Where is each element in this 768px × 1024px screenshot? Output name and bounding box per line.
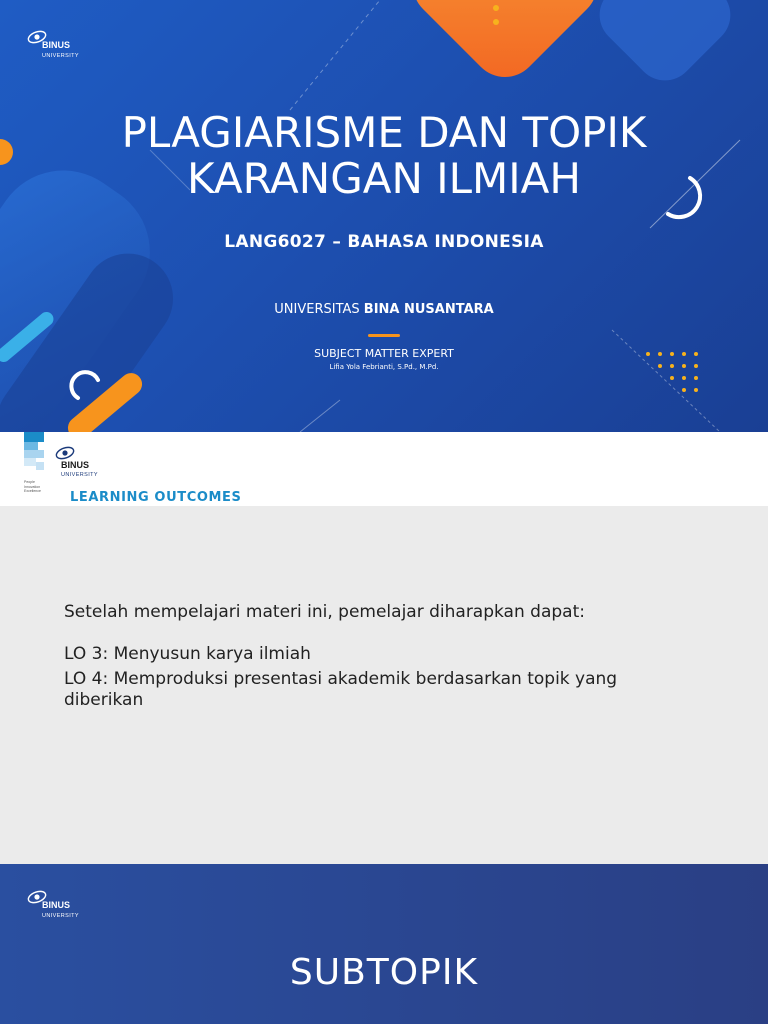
pixel-stripe-decoration xyxy=(24,432,48,476)
section-heading: LEARNING OUTCOMES xyxy=(70,490,242,505)
slide-header xyxy=(0,432,768,506)
outcome-item: LO 3: Menyusun karya ilmiah xyxy=(64,644,311,664)
tagline-line: People xyxy=(24,480,35,484)
orange-divider xyxy=(368,334,400,337)
outcome-item: LO 4: Memproduksi presentasi akademik berdasarkan topik yang diberikan xyxy=(64,669,618,710)
subtopic-title: SUBTOPIK xyxy=(289,952,479,993)
learning-outcomes-slide xyxy=(0,432,768,864)
university-prefix: UNIVERSITAS xyxy=(274,302,364,317)
title-slide xyxy=(0,0,768,432)
outcomes-body xyxy=(64,602,664,711)
presentation-title xyxy=(0,110,768,202)
sme-label: SUBJECT MATTER EXPERT xyxy=(314,347,454,360)
university-bold: BINA NUSANTARA xyxy=(363,302,494,317)
tagline-line: Excellence xyxy=(24,489,41,493)
intro-text: Setelah mempelajari materi ini, pemelajar diharapkan dapat: xyxy=(64,602,585,622)
logo-wordmark: BINUS xyxy=(42,40,71,50)
course-code: LANG6027 – BAHASA INDONESIA xyxy=(224,232,544,252)
tagline xyxy=(24,480,41,494)
university-name xyxy=(0,302,768,317)
sme-name: Lifia Yola Febrianti, S.Pd., M.Pd. xyxy=(329,363,439,371)
subtopic-slide xyxy=(0,864,768,1024)
logo-wordmark: BINUS xyxy=(61,460,90,470)
logo-subtitle: UNIVERSITY xyxy=(42,913,80,919)
binus-logo xyxy=(26,26,96,66)
tagline-line: Innovation xyxy=(24,484,41,489)
title-line-2: KARANGAN ILMIAH xyxy=(187,154,581,203)
logo-wordmark: BINUS xyxy=(42,900,71,910)
logo-subtitle: UNIVERSITY xyxy=(42,53,80,59)
title-line-1: PLAGIARISME DAN TOPIK xyxy=(121,108,647,157)
logo-subtitle: UNIVERSITY xyxy=(61,472,99,478)
binus-logo xyxy=(54,442,124,482)
binus-logo xyxy=(26,886,96,926)
